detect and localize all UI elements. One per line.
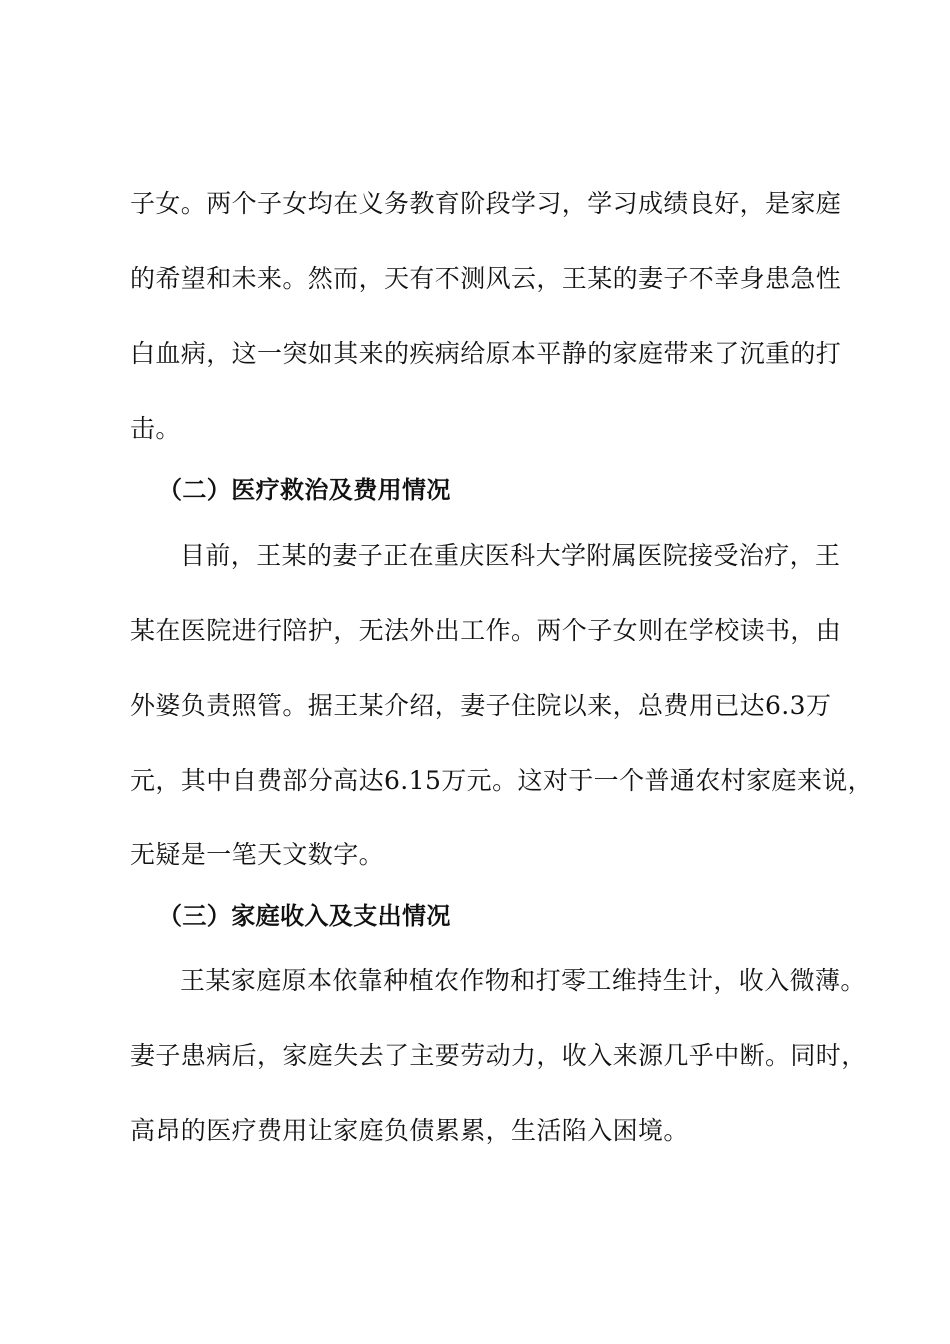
paragraph-line: 王某家庭原本依靠种植农作物和打零工维持生计，收入微薄。 bbox=[180, 966, 866, 995]
paragraph-line: 元，其中自费部分高达6.15万元。这对于一个普通农村家庭来说， bbox=[130, 766, 874, 795]
paragraph-line: 子女。两个子女均在义务教育阶段学习，学习成绩良好，是家庭 bbox=[130, 189, 842, 218]
paragraph-line: 白血病，这一突如其来的疾病给原本平静的家庭带来了沉重的打 bbox=[130, 339, 842, 368]
paragraph-line: 外婆负责照管。据王某介绍，妻子住院以来，总费用已达6.3万 bbox=[130, 691, 832, 720]
paragraph-line: 目前，王某的妻子正在重庆医科大学附属医院接受治疗，王 bbox=[180, 541, 841, 570]
paragraph-line: 无疑是一笔天文数字。 bbox=[130, 840, 385, 869]
paragraph-line: 击。 bbox=[130, 414, 181, 443]
paragraph-line: 高昂的医疗费用让家庭负债累累，生活陷入困境。 bbox=[130, 1116, 689, 1145]
paragraph-line: 某在医院进行陪护，无法外出工作。两个子女则在学校读书，由 bbox=[130, 616, 842, 645]
section-heading-medical: （二）医疗救治及费用情况 bbox=[158, 476, 451, 504]
paragraph-line: 妻子患病后，家庭失去了主要劳动力，收入来源几乎中断。同时， bbox=[130, 1041, 867, 1070]
section-heading-income: （三）家庭收入及支出情况 bbox=[158, 902, 451, 930]
paragraph-line: 的希望和未来。然而，天有不测风云，王某的妻子不幸身患急性 bbox=[130, 264, 842, 293]
